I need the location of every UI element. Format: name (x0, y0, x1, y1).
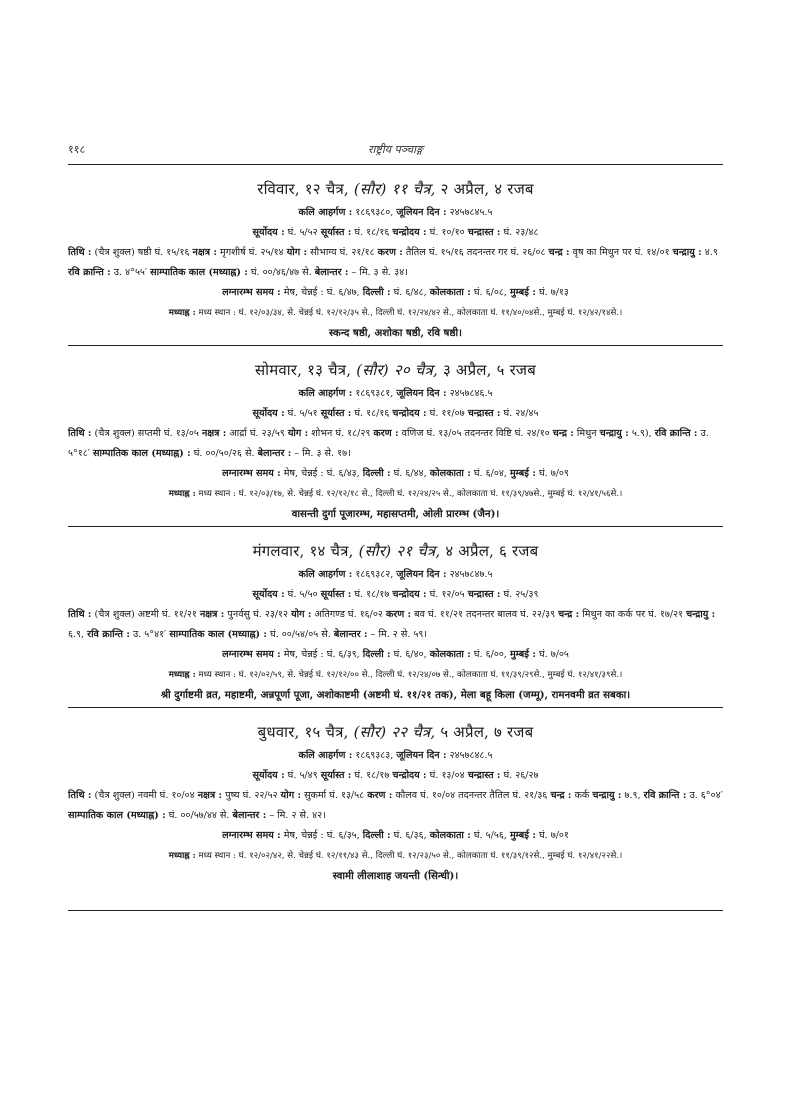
madhyahna-label: मध्याह्न : (168, 670, 196, 680)
lagna-chennai-value: मेष, चेन्नई : घं. ६/४३, (283, 468, 360, 479)
delhi-label: दिल्ली : (362, 287, 391, 298)
lagna-chennai-value: मेष, चेन्नई : घं. ६/३५, (283, 830, 360, 841)
lagna-delhi-value: घं. ६/४०, (393, 649, 427, 660)
yoga-value: सुकर्मा घं. १३/५८ (304, 790, 365, 801)
chandrayu-label: चन्द्रायु : (592, 790, 622, 801)
sun-moon-line (68, 404, 723, 424)
mumbai-label: मुम्बई : (509, 649, 536, 660)
ravi-kranti-label: रवि क्रान्ति : (87, 629, 130, 640)
chandrayu-value: ५.९), (631, 428, 652, 439)
running-head (68, 138, 723, 164)
moonset-value: घं. २६/२७ (503, 770, 539, 781)
lagna-label: लग्नारम्भ समय : (222, 649, 281, 660)
sampatik-label: साम्पातिक काल (मध्याह्न) : (93, 448, 191, 459)
lagna-kolkata-value: घं. ६/०८, (473, 287, 507, 298)
sunrise-label: सूर्योदय : (252, 770, 285, 781)
kolkata-label: कोलकाता : (429, 830, 471, 841)
karana-value: वणिज घं. १३/०५ तदनन्तर विष्टि घं. २४/१० (401, 428, 550, 439)
day-entry (68, 346, 723, 527)
lagna-label: लग्नारम्भ समय : (222, 287, 281, 298)
kali-label: कलि आहर्गण : (298, 207, 353, 218)
sunrise-value: घं. ५/५१ (287, 408, 318, 419)
madhyahna-line (68, 846, 723, 866)
moonset-label: चन्द्रास्त : (467, 408, 501, 419)
moonset-label: चन्द्रास्त : (467, 589, 501, 600)
chandrayu-label: चन्द्रायु : (686, 609, 716, 620)
madhyahna-value: मध्य स्थान : घं. १२/०२/५९, से. चेन्नई घं. १२/१२/०० से., दिल्ली घं. १२/२४/०७ से., कोलकाता घं. ११/३९/२९से., मुम्बई घं. १२/४१/३९से.। (198, 670, 623, 680)
sun-moon-line (68, 223, 723, 243)
tithi-label: तिथि : (68, 247, 92, 258)
sunrise-label: सूर्योदय : (252, 408, 285, 419)
chandra-value: वृष का मिथुन पर घं. १४/०१ (572, 247, 670, 258)
tithi-label: तिथि : (68, 790, 92, 801)
running-title: राष्ट्रीय पञ्चाङ्ग (368, 143, 423, 156)
julian-label: जूलियन दिन : (396, 569, 447, 580)
lagna-delhi-value: घं. ६/३६, (393, 830, 427, 841)
mumbai-label: मुम्बई : (509, 830, 536, 841)
lagna-line (68, 645, 723, 665)
kali-julian-line (68, 203, 723, 223)
moonrise-value: घं. १३/०४ (429, 770, 465, 781)
karana-value: तैतिल घं. १५/१६ तदनन्तर गर घं. २६/०८ (405, 247, 546, 258)
day-title (68, 541, 723, 561)
julian-label: जूलियन दिन : (396, 388, 447, 399)
lagna-mumbai-value: घं. ७/०१ (538, 830, 569, 841)
madhyahna-label: मध्याह्न : (168, 489, 196, 499)
festivals: वासन्ती दुर्गा पूजारम्भ, महासप्तमी, ओली प्रारम्भ (जैन)। (291, 508, 500, 520)
sunset-label: सूर्यास्त : (320, 408, 352, 419)
spacer (68, 886, 723, 908)
moonrise-label: चन्द्रोदय : (392, 589, 427, 600)
belantar-value: – मि. ३ से. ३४। (351, 267, 408, 278)
sampatik-value: घं. ००/५७/४४ से. (168, 810, 230, 821)
delhi-label: दिल्ली : (362, 830, 391, 841)
kali-value: १८६९३८३, (355, 750, 394, 761)
lagna-mumbai-value: घं. ७/०५ (538, 649, 569, 660)
sun-moon-line (68, 766, 723, 786)
lagna-line (68, 283, 723, 303)
madhyahna-line (68, 303, 723, 323)
kolkata-label: कोलकाता : (429, 468, 471, 479)
moonset-label: चन्द्रास्त : (467, 227, 501, 238)
mumbai-label: मुम्बई : (509, 287, 536, 298)
madhyahna-value: मध्य स्थान : घं. १२/०२/४२, से. चेन्नई घं. १२/११/४३ से., दिल्ली घं. १२/२३/५० से., कोलकाता घं. ११/३९/१२से., मुम्बई घं. १२/४१/२२से.। (198, 851, 623, 861)
chandra-value: मिथुन का कर्क पर घं. १७/२१ (582, 609, 684, 620)
day-entry (68, 527, 723, 708)
calendar-page (68, 138, 723, 911)
sunrise-value: घं. ५/४९ (287, 770, 318, 781)
kali-value: १८६९३८१, (355, 388, 394, 399)
moonset-value: घं. २५/३९ (503, 589, 539, 600)
lagna-mumbai-value: घं. ७/१३ (538, 287, 569, 298)
lagna-chennai-value: मेष, चेन्नई : घं. ६/४७, (283, 287, 360, 298)
yoga-value: सौभाग्य घं. २१/१८ (310, 247, 375, 258)
day-entry (68, 708, 723, 911)
sunrise-value: घं. ५/५० (287, 589, 318, 600)
belantar-value: – मि. ३ से. १७। (294, 448, 351, 459)
julian-label: जूलियन दिन : (396, 207, 447, 218)
chandra-label: चन्द्र : (558, 609, 580, 620)
tithi-value: (चैत्र शुक्ल) अष्टमी घं. ११/२१ (94, 609, 197, 620)
sampatik-label: साम्पातिक काल (मध्याह्न) : (68, 810, 166, 821)
julian-value: २४५७८४५.५ (449, 207, 493, 218)
madhyahna-label: मध्याह्न : (168, 308, 196, 318)
madhyahna-value: मध्य स्थान : घं. १२/०३/१७, से. चेन्नई घं. १२/१२/१८ से., दिल्ली घं. १२/२४/२५ से., कोलकाता घं. ११/३९/४७से., मुम्बई घं. १२/४१/५६से.। (198, 489, 623, 499)
lagna-line (68, 464, 723, 484)
madhyahna-label: मध्याह्न : (168, 851, 196, 861)
delhi-label: दिल्ली : (362, 468, 391, 479)
julian-value: २४५७८४६.५ (449, 388, 493, 399)
ravi-kranti-value: उ. ५°४१′ (132, 629, 167, 640)
chandrayu-label: चन्द्रायु : (672, 247, 702, 258)
belantar-label: बेलान्तर : (232, 810, 267, 821)
tithi-label: तिथि : (68, 609, 92, 620)
ravi-kranti-value: उ. ६°०४′ (689, 790, 723, 801)
nakshatra-label: नक्षत्र : (201, 428, 227, 439)
chandra-label: चन्द्र : (548, 247, 570, 258)
moonset-value: घं. २४/४५ (503, 408, 539, 419)
sunrise-value: घं. ५/५२ (287, 227, 318, 238)
sunrise-label: सूर्योदय : (252, 227, 285, 238)
chandrayu-value: ७.९, (624, 790, 641, 801)
yoga-label: योग : (286, 247, 308, 258)
lagna-kolkata-value: घं. ६/००, (473, 649, 507, 660)
day-title (68, 360, 723, 380)
festivals: श्री दुर्गाष्टमी व्रत, महाष्टमी, अन्नपूर्णा पूजा, अशोकाष्टमी (अष्टमी घं. ११/२१ तक), मेला बहू किला (जम्मू), रामनवमी व्रत सबका। (160, 689, 631, 701)
belantar-label: बेलान्तर : (314, 267, 349, 278)
moonrise-label: चन्द्रोदय : (392, 408, 427, 419)
tithi-value: (चैत्र शुक्ल) नवमी घं. १०/०४ (94, 790, 195, 801)
yoga-label: योग : (291, 609, 312, 620)
kali-julian-line (68, 746, 723, 766)
karana-label: करण : (373, 428, 399, 439)
kolkata-label: कोलकाता : (429, 649, 471, 660)
lagna-chennai-value: मेष, चेन्नई : घं. ६/३९, (283, 649, 360, 660)
sampatik-value: घं. ००/५४/०५ से. (270, 629, 331, 640)
julian-value: २४५७८४७.५ (449, 569, 493, 580)
nakshatra-label: नक्षत्र : (199, 609, 225, 620)
gregorian-hijri-date: ४ अप्रैल, ६ रजब (445, 542, 539, 560)
nakshatra-label: नक्षत्र : (192, 247, 217, 258)
moonset-value: घं. २३/४८ (503, 227, 539, 238)
lagna-line (68, 826, 723, 846)
yoga-value: शोभन घं. १८/२९ (311, 428, 371, 439)
kali-julian-line (68, 565, 723, 585)
sunset-value: घं. १८/१७ (354, 589, 390, 600)
kali-value: १८६९३८०, (355, 207, 394, 218)
yoga-value: अतिगण्ड घं. १६/०२ (314, 609, 383, 620)
lagna-delhi-value: घं. ६/४४, (393, 468, 427, 479)
kali-label: कलि आहर्गण : (298, 750, 353, 761)
lagna-mumbai-value: घं. ७/०९ (538, 468, 569, 479)
karana-label: करण : (367, 790, 393, 801)
gregorian-hijri-date: ५ अप्रैल, ७ रजब (440, 723, 534, 741)
karana-value: बव घं. ११/२१ तदनन्तर बालव घं. २२/३९ (414, 609, 556, 620)
chandra-value: मिथुन (576, 428, 597, 439)
moonrise-value: घं. ११/०७ (429, 408, 465, 419)
sunset-value: घं. १८/१६ (354, 408, 390, 419)
sunset-value: घं. १८/१६ (354, 227, 390, 238)
sampatik-label: साम्पातिक काल (मध्याह्न) : (150, 267, 248, 278)
lagna-label: लग्नारम्भ समय : (222, 830, 281, 841)
madhyahna-value: मध्य स्थान : घं. १२/०३/३४, से. चेन्नई घं. १२/१२/३५ से., दिल्ली घं. १२/२४/४२ से., कोलकाता घं. ११/४०/०४से., मुम्बई घं. १२/४२/१४से.। (198, 308, 623, 318)
lagna-delhi-value: घं. ६/४८, (393, 287, 427, 298)
festivals: स्वामी लीलाशाह जयन्ती (सिन्धी)। (332, 870, 459, 882)
moonrise-label: चन्द्रोदय : (392, 770, 427, 781)
ravi-kranti-label: रवि क्रान्ति : (68, 267, 111, 278)
sampatik-label: साम्पातिक काल (मध्याह्न) : (169, 629, 267, 640)
sunset-label: सूर्यास्त : (320, 227, 352, 238)
yoga-label: योग : (287, 428, 309, 439)
weekday-date: बुधवार, १५ चैत्र, (257, 723, 349, 741)
gregorian-hijri-date: ३ अप्रैल, ५ रजब (442, 361, 537, 379)
kali-julian-line (68, 384, 723, 404)
chandra-label: चन्द्र : (552, 428, 574, 439)
moonrise-label: चन्द्रोदय : (392, 227, 427, 238)
nakshatra-value: आर्द्रा घं. २३/५९ (229, 428, 285, 439)
sunset-label: सूर्यास्त : (320, 770, 352, 781)
karana-value: कौलव घं. १०/०४ तदनन्तर तैतिल घं. २१/३६ (395, 790, 548, 801)
ravi-kranti-label: रवि क्रान्ति : (654, 428, 698, 439)
belantar-value: – मि. २ से. ५९। (370, 629, 428, 640)
sampatik-value: घं. ००/५०/२६ से. (193, 448, 255, 459)
lagna-kolkata-value: घं. ६/०४, (473, 468, 507, 479)
festivals: स्कन्द षष्ठी, अशोका षष्ठी, रवि षष्ठी। (329, 327, 462, 339)
belantar-label: बेलान्तर : (333, 629, 368, 640)
solar-date: (सौर) २० चैत्र, (356, 361, 438, 379)
lagna-kolkata-value: घं. ५/५६, (473, 830, 507, 841)
lagna-label: लग्नारम्भ समय : (222, 468, 281, 479)
chandra-value: कर्क (574, 790, 590, 801)
weekday-date: सोमवार, १३ चैत्र, (254, 361, 352, 379)
day-title (68, 179, 723, 199)
nakshatra-value: पुष्य घं. २२/५२ (225, 790, 278, 801)
weekday-date: मंगलवार, १४ चैत्र, (252, 542, 354, 560)
panchang-details (68, 243, 723, 283)
kali-label: कलि आहर्गण : (298, 388, 353, 399)
panchang-details (68, 605, 723, 645)
madhyahna-line (68, 484, 723, 504)
page-number: ११८ (68, 143, 86, 156)
nakshatra-value: मृगशीर्ष घं. २५/१४ (219, 247, 284, 258)
sampatik-value: घं. ००/४६/४७ से. (250, 267, 312, 278)
sunset-value: घं. १८/१७ (354, 770, 390, 781)
belantar-label: बेलान्तर : (257, 448, 292, 459)
day-entry (68, 165, 723, 346)
julian-label: जूलियन दिन : (396, 750, 447, 761)
madhyahna-line (68, 665, 723, 685)
nakshatra-value: पुनर्वसु घं. २३/१२ (227, 609, 289, 620)
kolkata-label: कोलकाता : (429, 287, 471, 298)
karana-label: करण : (385, 609, 412, 620)
kali-value: १८६९३८२, (355, 569, 394, 580)
weekday-date: रविवार, १२ चैत्र, (257, 180, 349, 198)
tithi-value: (चैत्र शुक्ल) सप्तमी घं. १३/०५ (94, 428, 199, 439)
moonrise-value: घं. १०/१० (429, 227, 465, 238)
day-divider (68, 910, 723, 911)
nakshatra-label: नक्षत्र : (197, 790, 223, 801)
mumbai-label: मुम्बई : (509, 468, 536, 479)
tithi-label: तिथि : (68, 428, 92, 439)
panchang-details (68, 424, 723, 464)
sunrise-label: सूर्योदय : (252, 589, 285, 600)
chandrayu-label: चन्द्रायु : (599, 428, 629, 439)
ravi-kranti-label: रवि क्रान्ति : (643, 790, 687, 801)
moonrise-value: घं. १२/०५ (429, 589, 465, 600)
julian-value: २४५७८४८.५ (449, 750, 493, 761)
solar-date: (सौर) २१ चैत्र, (358, 542, 441, 560)
day-title (68, 722, 723, 742)
belantar-value: – मि. २ से. ४२। (269, 810, 326, 821)
gregorian-hijri-date: २ अप्रैल, ४ रजब (440, 180, 534, 198)
moonset-label: चन्द्रास्त : (467, 770, 501, 781)
tithi-value: (चैत्र शुक्ल) षष्ठी घं. १५/१६ (94, 247, 190, 258)
ravi-kranti-value: उ. ५°१८′ (68, 428, 709, 459)
sun-moon-line (68, 585, 723, 605)
sunset-label: सूर्यास्त : (320, 589, 352, 600)
karana-label: करण : (377, 247, 403, 258)
kali-label: कलि आहर्गण : (298, 569, 353, 580)
panchang-details (68, 786, 723, 826)
ravi-kranti-value: उ. ४°५५′ (113, 267, 148, 278)
chandrayu-value: ४.९ (704, 247, 718, 258)
solar-date: (सौर) ११ चैत्र, (353, 180, 436, 198)
delhi-label: दिल्ली : (362, 649, 391, 660)
chandrayu-value: ६.९, (68, 629, 85, 640)
solar-date: (सौर) २२ चैत्र, (353, 723, 436, 741)
yoga-label: योग : (280, 790, 301, 801)
chandra-label: चन्द्र : (550, 790, 572, 801)
